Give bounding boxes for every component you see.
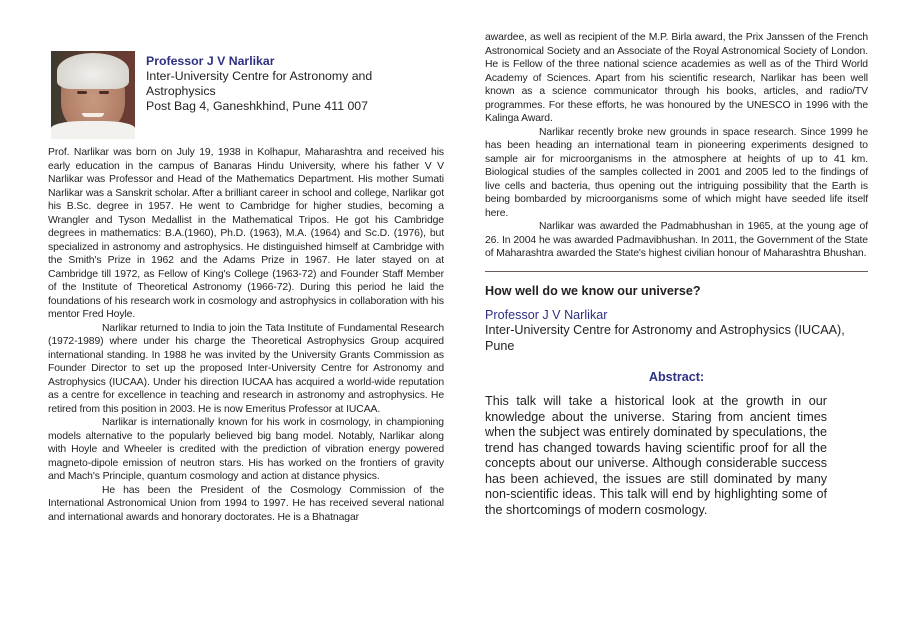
abstract-heading: Abstract: [648,370,705,384]
talk-speaker: Professor J V Narlikar [485,307,608,322]
portrait-shirt [51,121,135,139]
portrait-eye [99,91,109,94]
portrait-eye [77,91,87,94]
professor-name: Professor J V Narlikar [146,54,275,68]
bio-paragraph: He has been the President of the Cosmology Commission of the International Astronomical Union from 1994 to 1997. He has received several national and international awards and honorary doctorates. He is a Bhatnagar [48,484,444,523]
bio-paragraph: Narlikar recently broke new grounds in space research. Since 1999 he has been heading an international team in pioneering experiments designed to sample air for microorganisms in the atmosphere at heights of up to 41 km. Biological studies of the samples collected in 2001 and 2005 led to the findings of live cells and bacteria, thus opening out the intriguing possibility that the Earth is being bombarded by microorganisms some of which might have seeded life itself here. [485,126,868,219]
talk-title: How well do we know our universe? [485,283,701,298]
bio-paragraph: Narlikar returned to India to join the Tata Institute of Fundamental Research (1972-1989) where under his charge the Theoretical Astrophysics Group acquired international standing. In 1988 he was invited by the University Grants Commission as Founder Director to set up the proposed Inter-University Centre for Astronomy and Astrophysics (IUCAA). Under his direction IUCAA has acquired a world-wide reputation as a centre for excellence in teaching and research in astronomy and astrophysics. He retired from this position in 2003. He is now Emeritus Professor at IUCAA. [48,322,444,415]
talk-affiliation: Inter-University Centre for Astronomy and Astrophysics (IUCAA), Pune [485,323,845,353]
profile-header [48,48,444,146]
portrait-smile [82,113,104,117]
bio-paragraph: Prof. Narlikar was born on July 19, 1938 in Kolhapur, Maharashtra and received his early education in the campus of Banaras Hindu University, where his father V V Narlikar was Professor and Head of the Mathematics Department. His mother Sumati Narlikar was a Sanskrit scholar. After a brilliant career in school and college, Narlikar got his B.Sc. degree in 1957. He went to Cambridge for higher studies, becoming a Wrangler and Tyson Medallist in the Mathematical Tripos. He got his Cambridge degrees in mathematics: B.A.(1960), Ph.D. (1963), M.A. (1964) and Sc.D. (1976), but specialized in astronomy and astrophysics. He distinguished himself at Cambridge with the Smith's Prize in 1962 and the Adams Prize in 1967. He later stayed on at Cambridge till 1972, as Fellow of King's College (1963-72) and Founder Staff Member of the Institute of Theoretical Astronomy (1966-72). During this period he laid the foundations of his research work in cosmology and astrophysics in collaboration with his mentor Fred Hoyle. [48,147,444,320]
institute-name: Inter-University Centre for Astronomy and Astrophysics [146,69,373,98]
portrait-photo [51,51,135,139]
section-divider [485,271,868,272]
talk-author-block [485,308,868,355]
biography-left [48,146,444,524]
bio-paragraph: Narlikar is internationally known for his work in cosmology, in championing models alternative to the popularly believed big bang model. Notably, Narlikar along with Hoyle and Wheeler is credited with the prediction of vibration energy powered magneto-dipole emission of neutron stars. His has worked on the frontiers of gravity and Mach's Principle, quantum cosmology and action at distance physics. [48,417,444,482]
biography-right [485,31,868,261]
abstract-text: This talk will take a historical look at the growth in our knowledge about the universe. Staring from ancient times when the subject was entirely dominated by speculations, the trend has changed towards having scientific proof for all the concepts about our universe. Although considerable success has been achieved, the issues are still dominated by many non-scientific ideas. This talk will end by highlighting some of the shortcomings of modern cosmology. [485,394,827,517]
bio-paragraph: Narlikar was awarded the Padmabhushan in 1965, at the young age of 26. In 2004 he was awarded Padmavibhushan. In 2011, the Government of the State of Maharashtra awarded the State's highest civilian honour of Maharashtra Bhushan. [485,221,868,259]
portrait-hair [57,53,129,89]
postal-address: Post Bag 4, Ganeshkhind, Pune 411 007 [146,99,368,113]
header-text [146,54,444,114]
left-column [48,48,444,524]
bio-paragraph: awardee, as well as recipient of the M.P. Birla award, the Prix Janssen of the French Astronomical Society and an Associate of the Royal Astronomical Society of London. He is Fellow of the three national science academies as well as of the Third World Academy of Sciences. Apart from his scientific research, Narlikar has been well known as a science communicator through his books, articles, and radio/TV programmes. For these efforts, he was honoured by the UNESCO in 1996 with the Kalinga Award. [485,32,868,124]
right-column [485,31,868,518]
